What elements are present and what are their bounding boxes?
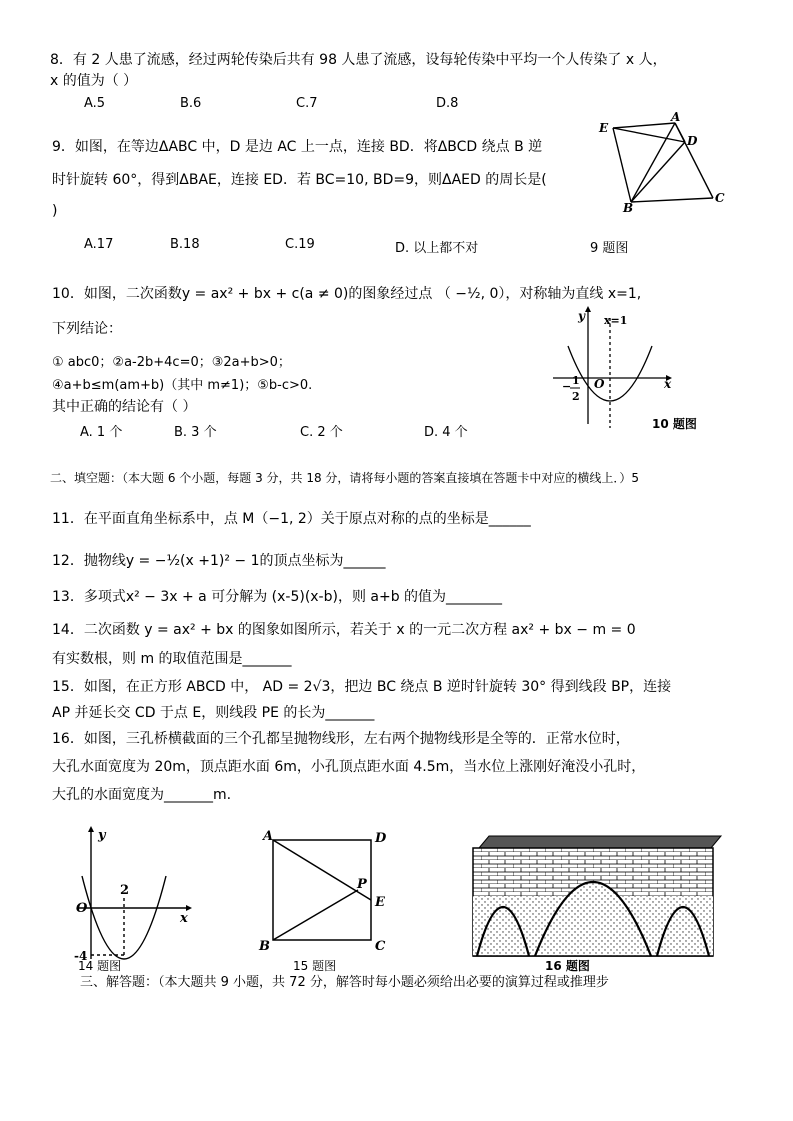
q9-figure-label: 9 题图 <box>590 241 629 256</box>
q10-y-label: y <box>578 309 585 323</box>
q8-line1: 8．有 2 人患了流感，经过两轮传染后共有 98 人患了流感，设每轮传染中平均一个人传染了 x 人， <box>50 52 667 68</box>
fig14-y-label: y <box>98 828 106 843</box>
q9-triangle-figure <box>595 112 735 214</box>
q9-line1: 9．如图，在等边ΔABC 中，D 是边 AC 上一点，连接 BD．将ΔBCD 绕点 B 逆 <box>52 139 543 155</box>
q10-minus-sign: − <box>562 380 572 393</box>
q10-half-denominator: 2 <box>572 390 580 403</box>
section3-header: 三、解答题：（本大题共 9 小题，共 72 分，解答时每小题必须给出必要的演算过程或推理步 <box>80 975 609 990</box>
fig15-figure-label: 15 题图 <box>293 959 337 973</box>
q9-line2: 时针旋转 60°，得到ΔBAE，连接 ED．若 BC=10, BD=9，则ΔAED 的周长是( <box>52 172 547 188</box>
fig14-origin-label: O <box>76 901 88 916</box>
fig15-point-e: E <box>375 895 385 910</box>
fig15-point-d: D <box>375 831 387 846</box>
q9-option-a: A.17 <box>84 237 114 252</box>
q10-line1: 10．如图，二次函数y = ax² + bx + c(a ≠ 0)的图象经过点 （ −½, 0），对称轴为直线 x=1, <box>52 286 642 302</box>
fig14-figure-label: 14 题图 <box>78 959 122 973</box>
q10-option-c: C. 2 个 <box>300 425 343 440</box>
q8-line2: x 的值为（ ） <box>50 73 138 89</box>
q8-option-d: D.8 <box>436 96 459 111</box>
q10-parabola-figure <box>548 306 708 436</box>
q10-axis-label: x=1 <box>604 314 628 327</box>
q10-line2: 下列结论： <box>52 321 122 337</box>
q9-option-c: C.19 <box>285 237 315 252</box>
q9-point-e: E <box>599 121 609 135</box>
q9-point-a: A <box>671 112 681 124</box>
section2-header: 二、填空题：（本大题 6 个小题，每题 3 分，共 18 分，请将每小题的答案直接填在答题卡中对应的横线上．）5 <box>50 471 640 485</box>
q16-line2: 大孔水面宽度为 20m，顶点距水面 6m，小孔顶点距水面 4.5m，当水位上涨刚好淹没小孔时， <box>52 759 646 775</box>
q9-option-d: D. 以上都不对 <box>395 241 479 256</box>
q10-line5: 其中正确的结论有（ ） <box>52 399 197 415</box>
q9-point-b: B <box>623 201 634 214</box>
fig15-point-c: C <box>375 939 386 954</box>
q11-text: 11．在平面直角坐标系中，点 M（−1, 2）关于原点对称的点的坐标是______ <box>52 511 531 527</box>
q10-line4: ④a+b≤m(am+b)（其中 m≠1)；⑤b-c>0. <box>52 378 313 393</box>
q9-point-d: D <box>687 134 698 148</box>
q15-line1: 15．如图，在正方形 ABCD 中， AD = 2√3，把边 BC 绕点 B 逆时针旋转 30° 得到线段 BP，连接 <box>52 679 672 695</box>
q10-option-b: B. 3 个 <box>174 425 217 440</box>
q14-line1: 14．二次函数 y = ax² + bx 的图象如图所示，若关于 x 的一元二次方程 ax² + bx − m = 0 <box>52 622 636 638</box>
q10-x-label: x <box>664 377 672 391</box>
q8-option-a: A.5 <box>84 96 106 111</box>
fig16-bridge <box>465 828 725 974</box>
q15-line2: AP 并延长交 CD 于点 E，则线段 PE 的长为_______ <box>52 705 375 721</box>
q16-line1: 16．如图，三孔桥横截面的三个孔都呈抛物线形，左右两个抛物线形是全等的．正常水位时， <box>52 731 630 747</box>
q8-option-b: B.6 <box>180 96 202 111</box>
q10-option-d: D. 4 个 <box>424 425 468 440</box>
q13-text: 13．多项式x² − 3x + a 可分解为 (x-5)(x-b)，则 a+b 的值为________ <box>52 589 503 605</box>
fig15-point-b: B <box>259 939 270 954</box>
fig14-two-label: 2 <box>120 883 130 898</box>
q8-option-c: C.7 <box>296 96 318 111</box>
q10-line3: ① abc0；②a-2b+4c=0；③2a+b>0； <box>52 355 291 370</box>
fig14-minus4-label: -4 <box>74 949 88 963</box>
fig15-point-p: P <box>357 877 367 892</box>
q16-line3: 大孔的水面宽度为_______m. <box>52 787 232 803</box>
q9-line3: ) <box>52 203 58 219</box>
q9-point-c: C <box>715 191 725 205</box>
q10-figure-label: 10 题图 <box>652 417 697 431</box>
q10-origin-label: O <box>594 377 605 391</box>
q9-option-b: B.18 <box>170 237 200 252</box>
q10-half-numerator: 1 <box>572 374 580 387</box>
fig14-x-label: x <box>180 911 188 926</box>
q12-text: 12．抛物线y = −½(x +1)² − 1的顶点坐标为______ <box>52 553 386 569</box>
q10-option-a: A. 1 个 <box>80 425 123 440</box>
fig14-parabola <box>68 824 198 974</box>
q14-line2: 有实数根，则 m 的取值范围是_______ <box>52 651 292 667</box>
fig15-point-a: A <box>263 829 274 844</box>
fig16-figure-label: 16 题图 <box>545 959 590 973</box>
fig15-square <box>255 824 395 974</box>
